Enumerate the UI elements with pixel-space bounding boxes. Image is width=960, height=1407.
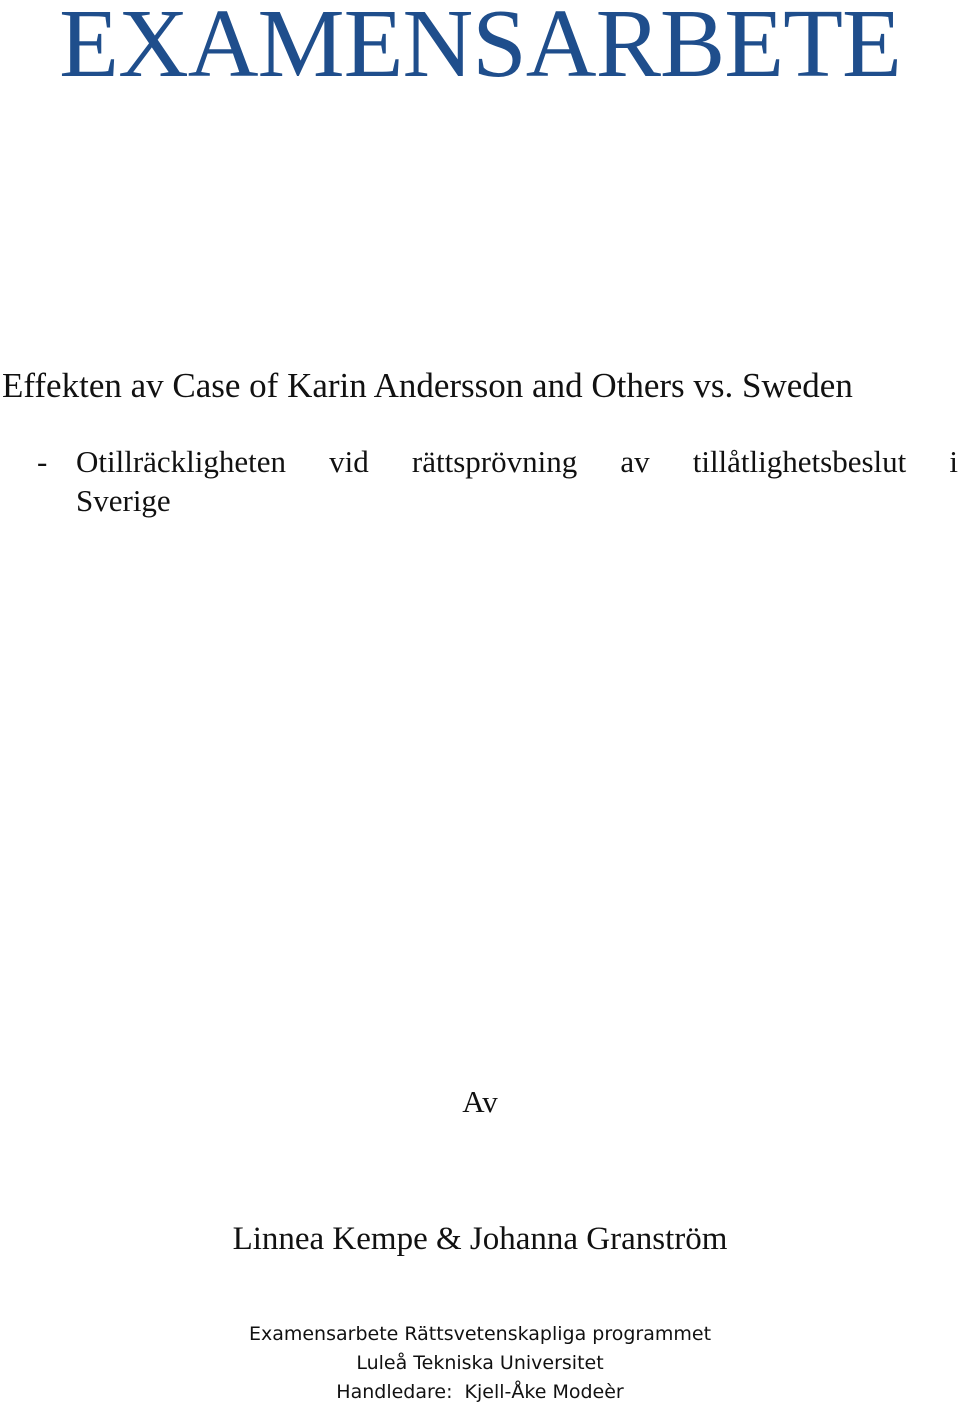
footer-university: Luleå Tekniska Universitet [356,1352,604,1374]
thesis-subtitle [76,442,958,520]
subtitle-dash: - [37,444,48,479]
authors: Linnea Kempe & Johanna Granström [232,1221,728,1257]
footer-program: Examensarbete Rättsvetenskapliga programmet [248,1323,712,1345]
subtitle-line-2: Sverige [76,483,171,518]
subtitle-line-1: Otillräckligheten vid rättsprövning av tillåtlighetsbeslut i [76,444,958,479]
footer-supervisor: Handledare: Kjell-Åke Modeèr [336,1381,624,1403]
footer-info [0,1320,960,1407]
thesis-title: Effekten av Case of Karin Andersson and Others vs. Sweden [2,366,853,405]
by-label: Av [462,1084,498,1119]
document-heading: EXAMENSARBETE [59,0,901,98]
